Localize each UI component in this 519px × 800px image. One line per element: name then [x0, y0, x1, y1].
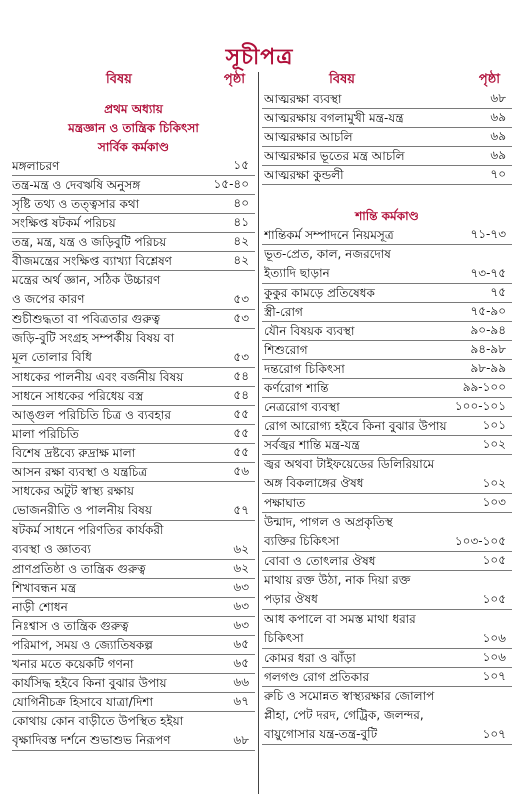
toc-entry-page: ৫৩	[233, 350, 249, 364]
toc-entry-line: উন্মাদ, পাগল ও অপ্রকৃতিস্থ	[264, 515, 393, 529]
section-heading: শান্তি কর্মকাণ্ড	[355, 209, 419, 223]
toc-entry	[12, 674, 255, 693]
toc-entry-line: রোগ আরোগ্য হইবে কিনা বুঝার উপায়	[264, 419, 447, 433]
toc-entry	[12, 463, 255, 482]
toc-entry	[262, 398, 512, 417]
toc-entry	[262, 571, 512, 610]
toc-entry-line: দন্তরোগ চিকিৎসা	[264, 362, 345, 376]
toc-entry-page: ১০০-১০১	[454, 399, 506, 413]
left-column-header	[12, 70, 255, 90]
toc-entry-page: ১০৬	[482, 631, 506, 645]
toc-entry-line: আত্মরক্ষা ব্যবস্থা	[264, 92, 342, 106]
toc-entry	[12, 482, 255, 521]
toc-entry-page: ১৫	[233, 158, 249, 172]
toc-entry-title	[12, 463, 255, 482]
toc-entry	[262, 379, 512, 398]
toc-entry-line: বিশেষ দ্রষ্টব্যে রুদ্রাক্ষ মালা	[12, 446, 136, 460]
page-header: পৃষ্ঠা	[223, 72, 245, 87]
toc-entry	[262, 284, 512, 303]
toc-entry-title	[12, 406, 255, 425]
toc-entry-line: কোমর ধরা ও ঝাঁড়া	[264, 651, 356, 665]
toc-entry-line: খনার মতে কয়েকটি গণনা	[12, 657, 134, 671]
toc-entry-line: মঙ্গলাচরণ	[12, 159, 60, 173]
toc-entry-line: কর্ণরোগ শান্তি	[264, 381, 329, 395]
toc-entry-page: ৬৩	[233, 618, 249, 632]
toc-entry	[12, 387, 255, 406]
column-divider	[258, 72, 259, 794]
toc-entry	[12, 329, 255, 368]
toc-entry-page: ৭৫	[490, 285, 506, 299]
toc-entry	[262, 668, 512, 687]
toc-entry-line: ষটকর্ম সাধনে পরিণতির কার্যকরী	[12, 523, 164, 537]
left-column	[12, 70, 255, 792]
toc-entry-title	[264, 166, 512, 185]
toc-entry-line: প্রাণপ্রতিষ্ঠা ও তান্ত্রিক গুরুত্ব	[12, 562, 146, 576]
toc-entry	[12, 560, 255, 579]
toc-entry-line: নাড়ী শোধন	[12, 600, 68, 614]
toc-entry-page: ৯০-৯৪	[470, 323, 506, 337]
toc-entry-title	[12, 521, 255, 559]
page-header: পৃষ্ঠা	[478, 72, 500, 87]
right-entry-list-bottom	[262, 226, 512, 745]
toc-entry-title	[12, 598, 255, 617]
toc-entry-line: পড়ার ঔষধ	[264, 592, 318, 606]
toc-entry-title	[12, 368, 255, 387]
toc-entry-page: ৯৯-১০০	[462, 380, 506, 394]
toc-entry	[12, 712, 255, 751]
toc-entry-page: ১০৫	[482, 553, 506, 567]
toc-entry-line: পরিমাপ, সময় ও জ্যোতিষকল্প	[12, 638, 153, 652]
toc-entry-page: ৪১	[233, 215, 249, 229]
toc-entry-line: ভোজনরীতি ও পালনীয় বিষয়	[12, 503, 152, 517]
toc-entry-line: যোগিনীচক্র হিসাবে যাত্রা/দিশা	[12, 695, 153, 709]
right-column-header	[262, 70, 512, 90]
toc-entry-page: ৫৫	[233, 445, 249, 459]
toc-entry-page: ৯৪-৯৮	[470, 342, 506, 356]
toc-entry-page: ১০৩-১০৫	[454, 534, 506, 548]
toc-entry-page: ৬৯	[490, 110, 506, 124]
toc-entry-title	[12, 617, 255, 636]
toc-entry-title	[264, 109, 512, 128]
toc-entry-line: আত্মরক্ষায় বগলামুখী মন্ত্র-যন্ত্র	[264, 111, 404, 125]
toc-entry-page: ৫৪	[233, 369, 249, 383]
toc-entry-line: আসন রক্ষা ব্যবস্থা ও যন্ত্রচিত্র	[12, 465, 148, 479]
toc-entry-line: রুচি ও সমোন্নত স্বাস্থ্যরক্ষার জোলাপ	[264, 689, 435, 703]
toc-entry-line: আত্মরক্ষার ভূতের মন্ত্র আচলি	[264, 149, 405, 163]
toc-entry-line: চিকিৎসা	[264, 631, 304, 645]
toc-entry-title	[12, 712, 255, 750]
toc-entry	[12, 368, 255, 387]
toc-entry-title	[264, 417, 512, 436]
toc-entry-line: আত্মরক্ষার আচলি	[264, 130, 353, 144]
toc-entry-line: মন্ত্রের অর্থ জ্ঞান, সঠিক উচ্চারণ	[12, 273, 161, 287]
toc-entry-title	[12, 674, 255, 693]
toc-entry-title	[12, 444, 255, 463]
toc-entry	[12, 233, 255, 252]
toc-entry-line: কোথায় কোন বাড়ীতে উপস্থিত হইয়া	[12, 714, 184, 728]
toc-entry	[262, 226, 512, 245]
toc-entry-title	[12, 579, 255, 598]
toc-entry	[12, 655, 255, 674]
toc-entry-page: ৫৪	[233, 388, 249, 402]
toc-entry-page: ৬৭	[233, 694, 249, 708]
toc-entry	[262, 687, 512, 745]
toc-entry	[262, 322, 512, 341]
toc-entry-page: ৬৬	[233, 675, 249, 689]
toc-entry	[262, 90, 512, 109]
toc-entry-title	[12, 482, 255, 520]
toc-entry-page: ৬২	[233, 542, 249, 556]
toc-entry-title	[264, 147, 512, 166]
toc-entry-line: সাধনে সাধকের পরিধেয় বস্ত্র	[12, 389, 144, 403]
toc-entry-line: বীজমন্ত্রের সংক্ষিপ্ত ব্যাখ্যা বিশ্লেষণ	[12, 254, 172, 268]
toc-entry	[262, 649, 512, 668]
right-entry-list-top	[262, 90, 512, 185]
toc-entry-page: ৭৩-৭৫	[470, 266, 506, 280]
toc-entry-title	[12, 157, 255, 176]
toc-entry-page: ১০৫	[482, 592, 506, 606]
toc-entry-page: ৭১-৭৩	[470, 227, 506, 241]
toc-entry	[12, 406, 255, 425]
toc-entry-line: ব্যবস্থা ও জ্ঞাতব্য	[12, 542, 91, 556]
toc-entry-title	[264, 90, 512, 109]
toc-entry-line: যৌন বিষয়ক ব্যবস্থা	[264, 324, 355, 338]
toc-entry-line: নেত্ররোগ ব্যবস্থা	[264, 400, 340, 414]
toc-entry-title	[12, 387, 255, 406]
toc-entry-page: ৬৮	[490, 91, 506, 105]
toc-entry-page: ৭৫-৯০	[470, 304, 506, 318]
toc-entry-page: ৬৫	[233, 656, 249, 670]
toc-entry-page: ৯৮-৯৯	[470, 361, 506, 375]
chapter-subtitle: মন্ত্রজ্ঞান ও তান্ত্রিক চিকিৎসা	[68, 121, 199, 135]
toc-entry	[262, 436, 512, 455]
toc-entry-page: ৫৫	[233, 426, 249, 440]
toc-entry-title	[264, 436, 512, 455]
toc-entry-title	[12, 271, 255, 309]
toc-entry-title	[12, 252, 255, 271]
toc-entry-line: প্লীহা, পেট দরদ, গেট্রিক, জলন্দর,	[264, 708, 424, 722]
toc-entry-line: আঙ্গুল পরিচিতি চিত্র ও ব্যবহার	[12, 408, 171, 422]
toc-entry-page: ১০৭	[482, 727, 506, 741]
toc-entry	[12, 157, 255, 176]
toc-entry	[12, 271, 255, 310]
toc-entry-page: ১৫-৪০	[213, 177, 249, 191]
toc-entry-title	[264, 455, 512, 493]
toc-entry-title	[12, 425, 255, 444]
toc-entry-line: কুকুর কামড়ে প্রতিষেধক	[264, 286, 375, 300]
toc-entry-line: পক্ষাঘাত	[264, 496, 306, 510]
toc-entry	[12, 579, 255, 598]
toc-entry-title	[12, 214, 255, 233]
toc-entry-line: গলগণ্ড রোগ প্রতিকার	[264, 670, 370, 684]
toc-entry-title	[12, 560, 255, 579]
toc-entry-title	[264, 649, 512, 668]
toc-entry	[262, 147, 512, 166]
toc-entry-line: সংক্ষিপ্ত ষটকর্ম পরিচয়	[12, 216, 116, 230]
toc-entry-page: ৪০	[233, 196, 249, 210]
toc-entry-title	[264, 610, 512, 648]
toc-entry-line: সাধকের পালনীয় এবং বর্জনীয় বিষয়	[12, 370, 184, 384]
toc-entry	[262, 455, 512, 494]
toc-entry-title	[264, 494, 512, 513]
toc-entry	[262, 245, 512, 284]
toc-entry-title	[12, 195, 255, 214]
toc-entry-line: সাধকের অটুট স্বাস্থ্য রক্ষায়	[12, 484, 134, 498]
toc-entry-line: আধ কপালে বা সমস্ত মাথা ধরার	[264, 612, 416, 626]
toc-entry-page: ৬৫	[233, 637, 249, 651]
toc-entry-page: ১০১	[482, 418, 506, 432]
toc-entry	[262, 341, 512, 360]
toc-entry-title	[12, 636, 255, 655]
toc-entry-line: ইত্যাদি ছাড়ান	[264, 266, 330, 280]
toc-entry-title	[264, 284, 512, 303]
toc-entry	[262, 494, 512, 513]
toc-entry	[12, 521, 255, 560]
toc-entry-page: ১০৭	[482, 669, 506, 683]
toc-entry	[12, 195, 255, 214]
toc-entry-line: মাথায় রক্ত উঠা, নাক দিয়া রক্ত	[264, 573, 411, 587]
toc-entry-title	[12, 693, 255, 712]
toc-entry	[12, 425, 255, 444]
toc-entry	[12, 636, 255, 655]
toc-entry-page: ৬৮	[233, 733, 249, 747]
toc-entry-title	[264, 552, 512, 571]
toc-entry-line: ও জপের কারণ	[12, 292, 85, 306]
toc-entry-page: ৬২	[233, 561, 249, 575]
section-heading: সার্বিক কর্মকাণ্ড	[97, 140, 170, 154]
page-title: সূচীপত্র	[225, 45, 294, 70]
toc-entry-line: অঙ্গ বিকলাঙ্গের ঔষধ	[264, 476, 364, 490]
toc-entry-page: ১০২	[482, 437, 506, 451]
toc-entry-line: নিঃশ্বাস ও তান্ত্রিক গুরুত্ব	[12, 619, 129, 633]
toc-entry-page: ৭০	[490, 167, 506, 181]
toc-entry-line: শিশুরোগ	[264, 343, 308, 357]
toc-entry-line: জ্বর অথবা টাইফয়েডের ডিলিরিয়ামে	[264, 457, 435, 471]
topic-header: বিষয়	[329, 72, 355, 87]
toc-entry-line: শুচীশুদ্ধতা বা পবিত্রতার গুরুত্ব	[12, 312, 161, 326]
toc-entry-page: ৪২	[233, 234, 249, 248]
toc-entry-title	[12, 655, 255, 674]
toc-entry-title	[12, 329, 255, 367]
toc-entry-title	[264, 571, 512, 609]
toc-entry-page: ৬৩	[233, 580, 249, 594]
toc-entry-line: আত্মরক্ষা কুন্ডলী	[264, 168, 344, 182]
toc-entry-title	[264, 668, 512, 687]
toc-entry	[12, 214, 255, 233]
toc-entry	[262, 109, 512, 128]
toc-entry-title	[264, 687, 512, 744]
toc-entry-page: ১০২	[482, 476, 506, 490]
toc-entry	[12, 598, 255, 617]
toc-entry-line: সৃষ্টি তথ্য ও তত্ত্বসার কথা	[12, 197, 140, 211]
toc-entry-line: স্ত্রী-রোগ	[264, 305, 303, 319]
toc-entry-page: ৬৯	[490, 148, 506, 162]
topic-header: বিষয়	[106, 72, 132, 87]
toc-entry-line: শিখাবন্ধন মন্ত্র	[12, 581, 77, 595]
toc-entry-page: ৬৯	[490, 129, 506, 143]
toc-entry-line: মালা পরিচিতি	[12, 427, 79, 441]
toc-entry-page: ১০৩	[482, 495, 506, 509]
toc-entry-title	[12, 310, 255, 329]
toc-entry-page: ৫৩	[233, 292, 249, 306]
chapter-heading: প্রথম অধ্যায়	[104, 102, 163, 116]
toc-entry	[12, 310, 255, 329]
toc-entry	[12, 176, 255, 195]
toc-entry-line: শান্তিকর্ম সম্পাদনে নিয়মসূত্র	[264, 228, 394, 242]
toc-entry-page: ৪২	[233, 253, 249, 267]
toc-entry-page: ৫৫	[233, 407, 249, 421]
toc-entry-page: ৬৩	[233, 599, 249, 613]
toc-entry	[262, 303, 512, 322]
toc-entry	[262, 552, 512, 571]
toc-entry-page: ৫৩	[233, 311, 249, 325]
right-column	[262, 70, 512, 792]
toc-entry-page: ৫৬	[233, 464, 249, 478]
toc-entry	[262, 166, 512, 185]
toc-entry	[262, 610, 512, 649]
toc-entry-title	[12, 233, 255, 252]
toc-entry-line: বায়ুগোসার যন্ত্র-তন্ত্র-বুটি	[264, 727, 378, 741]
toc-entry-line: কার্যসিদ্ধ হইবে কিনা বুঝার উপায়	[12, 676, 167, 690]
toc-entry	[262, 513, 512, 552]
toc-entry-line: বৃক্ষাদিবস্ত দর্শনে শুভাশুভ নিরূপণ	[12, 733, 171, 747]
toc-entry-page: ১০৬	[482, 650, 506, 664]
toc-entry-line: তন্ত্র, মন্ত্র, যন্ত্র ও জড়িবুটি পরিচয়	[12, 235, 167, 249]
toc-entry	[262, 128, 512, 147]
toc-entry	[262, 417, 512, 436]
toc-entry	[12, 444, 255, 463]
toc-entry	[262, 360, 512, 379]
toc-entry	[12, 617, 255, 636]
toc-entry-line: ভূত-প্রেত, কাল, নজরদোষ	[264, 247, 391, 261]
toc-entry-line: সর্বজ্বর শান্তি মন্ত্র-যন্ত্র	[264, 438, 360, 452]
toc-entry-page: ৫৭	[233, 503, 249, 517]
toc-entry-line: বোবা ও তোৎলার ঔষধ	[264, 554, 376, 568]
toc-entry-line: জড়ি-বুটি সংগ্রহ সম্পর্কীয় বিষয় বা	[12, 331, 175, 345]
toc-entry-line: তন্ত্র-মন্ত্র ও দেবঋষি অনুসঙ্গ	[12, 178, 141, 192]
left-entry-list	[12, 157, 255, 751]
toc-entry-line: ব্যক্তির চিকিৎসা	[264, 534, 340, 548]
toc-entry-title	[264, 128, 512, 147]
toc-entry	[12, 252, 255, 271]
toc-entry-line: মূল তোলার বিধি	[12, 350, 92, 364]
toc-entry	[12, 693, 255, 712]
